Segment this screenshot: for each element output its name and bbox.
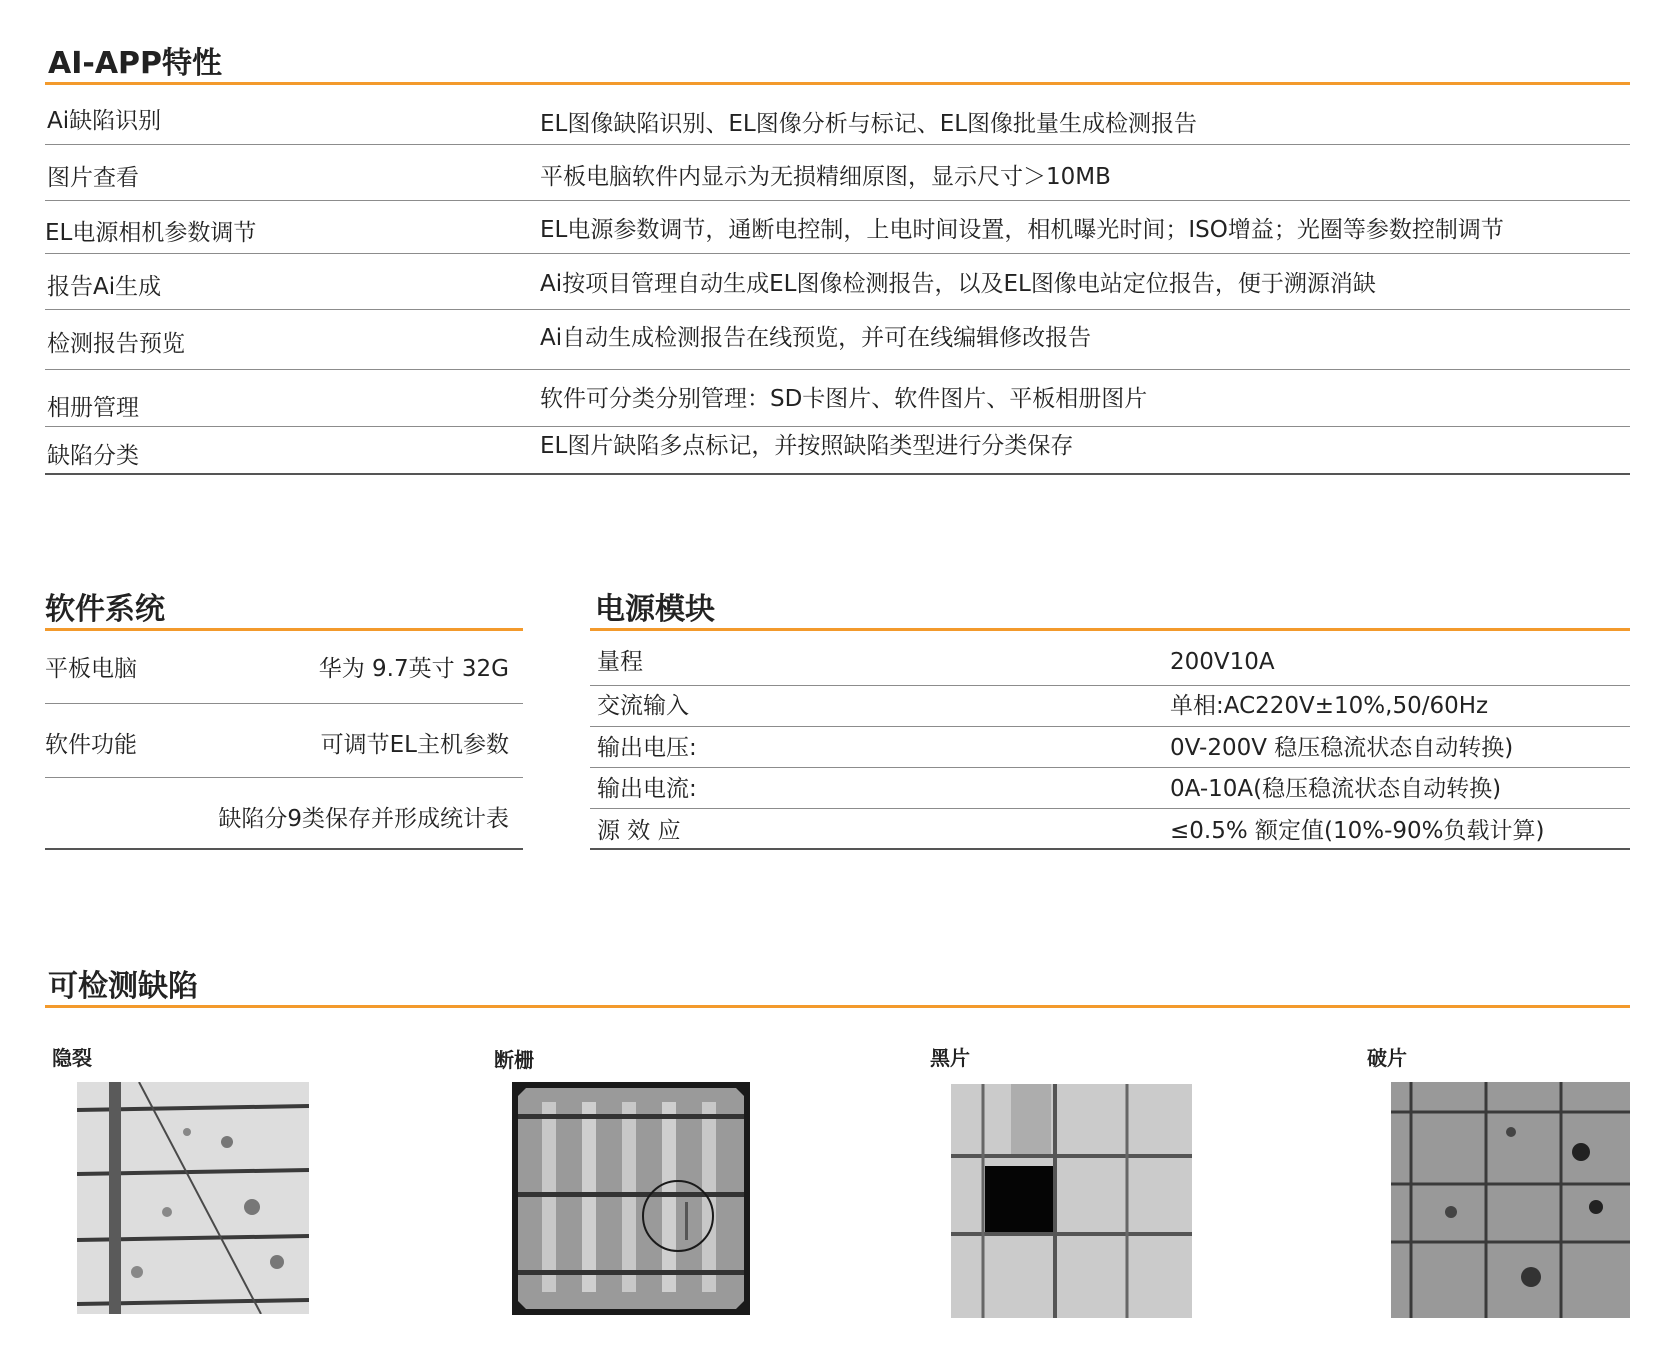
defect-label-broken-finger: 断栅 [494,1048,534,1072]
spec-value: ≤0.5% 额定值(10%-90%负载计算) [1170,818,1545,844]
defects-section-title: 可检测缺陷 [48,969,198,1004]
feature-name: 报告Ai生成 [47,274,162,300]
feature-name: 相册管理 [47,395,139,421]
spec-label: 源 效 应 [597,818,681,844]
table-row [590,631,1630,686]
table-row [45,85,1630,145]
spec-value: 缺陷分9类保存并形成统计表 [218,806,509,832]
feature-name: 图片查看 [47,165,139,191]
power-section-title: 电源模块 [595,592,715,627]
feature-description: Ai按项目管理自动生成EL图像检测报告，以及EL图像电站定位报告，便于溯源消缺 [540,271,1376,297]
broken-finger-el-image [512,1082,750,1315]
spec-label: 输出电流: [597,776,697,802]
spec-label: 软件功能 [45,732,137,758]
broken-cell-el-image [1391,1082,1630,1318]
table-row [45,778,523,850]
feature-name: 缺陷分类 [47,443,139,469]
spec-label: 量程 [597,649,643,675]
feature-description: 软件可分类分别管理：SD卡图片、软件图片、平板相册图片 [540,386,1148,412]
spec-value: 可调节EL主机参数 [320,732,509,758]
dark-cell-el-image [951,1084,1192,1318]
spec-value: 华为 9.7英寸 32G [318,656,509,682]
table-row [590,768,1630,809]
feature-description: 平板电脑软件内显示为无损精细原图，显示尺寸＞10MB [540,164,1111,190]
spec-label: 平板电脑 [45,656,137,682]
table-row [45,427,1630,475]
table-row [45,254,1630,310]
spec-value: 单相:AC220V±10%,50/60Hz [1170,693,1489,719]
table-row [45,370,1630,427]
table-row [590,727,1630,768]
table-row [45,631,523,704]
feature-name: 检测报告预览 [47,331,185,357]
defect-label-broken-cell: 破片 [1367,1046,1407,1070]
table-row [45,704,523,778]
table-row [45,145,1630,201]
spec-value: 0V-200V 稳压稳流状态自动转换) [1170,735,1514,761]
spec-label: 交流输入 [597,693,689,719]
software-section-title: 软件系统 [45,592,165,627]
spec-label: 输出电压: [597,735,697,761]
defect-label-crack: 隐裂 [52,1046,92,1070]
feature-description: EL图片缺陷多点标记，并按照缺陷类型进行分类保存 [540,433,1074,459]
table-row [45,310,1630,370]
spec-value: 0A-10A(稳压稳流状态自动转换) [1170,776,1502,802]
feature-description: Ai自动生成检测报告在线预览，并可在线编辑修改报告 [540,325,1092,351]
table-row [45,201,1630,254]
defect-label-dark-cell: 黑片 [930,1046,970,1070]
crack-el-image [77,1082,309,1314]
spec-value: 200V10A [1170,649,1275,675]
table-row [590,809,1630,850]
app-section-title: AI-APP特性 [48,46,223,81]
feature-name: EL电源相机参数调节 [45,220,257,246]
defects-section-rule [45,1005,1630,1008]
feature-description: EL图像缺陷识别、EL图像分析与标记、EL图像批量生成检测报告 [540,111,1198,137]
table-row [590,686,1630,727]
feature-name: Ai缺陷识别 [47,108,162,134]
feature-description: EL电源参数调节，通断电控制，上电时间设置，相机曝光时间；ISO增益；光圈等参数控制调节 [540,217,1504,243]
